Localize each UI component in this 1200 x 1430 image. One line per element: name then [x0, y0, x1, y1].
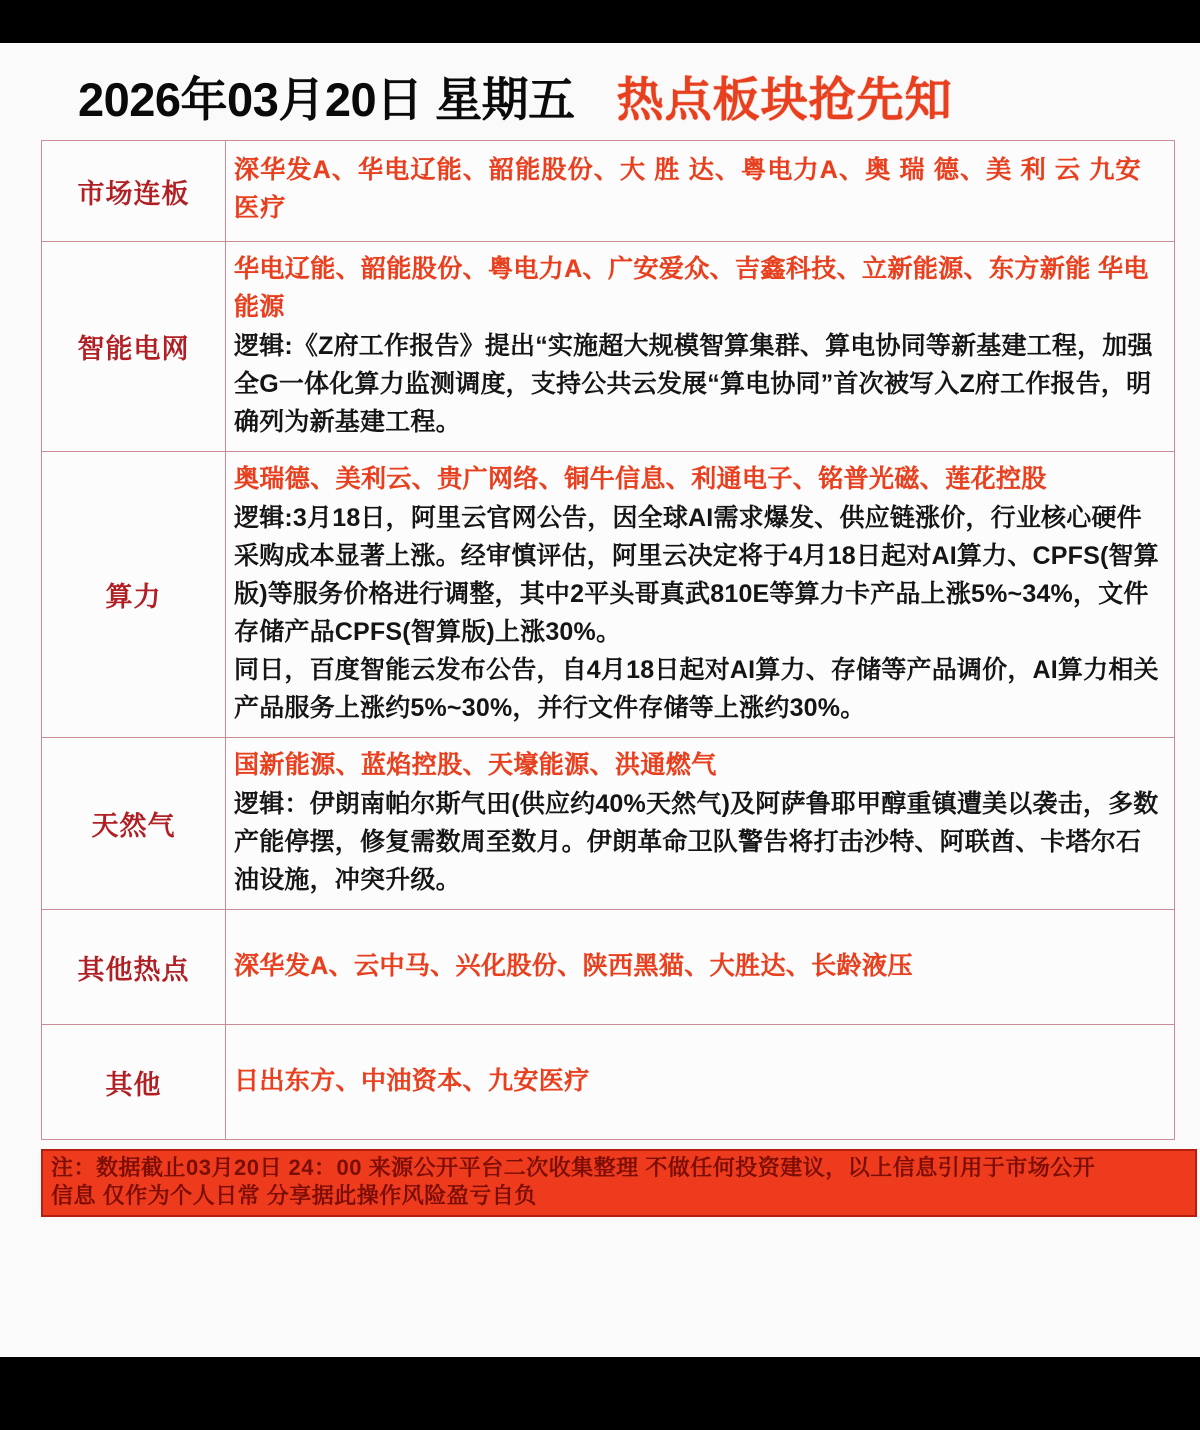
poster-canvas: [0, 43, 1200, 1357]
stock-list: 日出东方、中油资本、九安医疗: [234, 1067, 590, 1095]
row-label-natural-gas: 天然气: [42, 738, 226, 910]
row-label-market-streak: 市场连板: [42, 141, 226, 242]
row-label-computing-power: 算力: [42, 452, 226, 738]
stock-list: 深华发A、云中马、兴化股份、陕西黑猫、大胜达、长龄液压: [234, 952, 913, 980]
logic-text: [234, 785, 1164, 899]
row-content-computing-power: [226, 452, 1175, 738]
logic-paragraph: 同日，百度智能云发布公告，自4月18日起对AI算力、存储等产品调价，AI算力相关产品服务上涨约5%~30%，并行文件存储等上涨约30%。: [234, 656, 1159, 722]
table-row: [42, 738, 1175, 910]
stock-list: 国新能源、蓝焰控股、天壕能源、洪通燃气: [234, 751, 717, 779]
row-label-other: 其他: [42, 1025, 226, 1140]
stock-list: 华电辽能、韶能股份、粤电力A、广安爱众、吉鑫科技、立新能源、东方新能 华电能源: [234, 255, 1149, 321]
hot-sectors-table: [41, 140, 1175, 1140]
logic-paragraph: 逻辑：伊朗南帕尔斯气田(供应约40%天然气)及阿萨鲁耶甲醇重镇遭美以袭击，多数产能停摆，修复需数周至数月。伊朗革命卫队警告将打击沙特、阿联酋、卡塔尔石油设施，冲突升级。: [234, 790, 1159, 894]
table-row: [42, 242, 1175, 452]
row-content-market-streak: [226, 141, 1175, 242]
row-label-other-hotspots: 其他热点: [42, 910, 226, 1025]
table-row: [42, 910, 1175, 1025]
logic-paragraph: 逻辑:《Z府工作报告》提出“实施超大规模智算集群、算电协同等新基建工程，加强全G一体化算力监测调度，支持公共云发展“算电协同”首次被写入Z府工作报告，明确列为新基建工程。: [234, 332, 1153, 436]
row-content-other: [226, 1025, 1175, 1140]
row-content-smart-grid: [226, 242, 1175, 452]
logic-paragraph: 逻辑:3月18日，阿里云官网公告，因全球AI需求爆发、供应链涨价，行业核心硬件采购成本显著上涨。经审慎评估，阿里云决定将于4月18日起对AI算力、CPFS(智算版)等服务价格进行调整，其中2平头哥真武810E等算力卡产品上涨5%~34%，文件存储产品CPFS(智算版)上涨30%。: [234, 504, 1159, 646]
page-title: [20, 45, 1180, 140]
table-row: [42, 452, 1175, 738]
table-row: [42, 1025, 1175, 1140]
title-headline: 热点板块抢先知: [616, 73, 953, 126]
table-row: [42, 141, 1175, 242]
row-label-smart-grid: 智能电网: [42, 242, 226, 452]
disclaimer-line-2: 信息 仅作为个人日常 分享据此操作风险盈亏自负: [51, 1182, 537, 1208]
title-date: 2026年03月20日 星期五: [78, 73, 575, 126]
disclaimer-line-1: 注：数据截止03月20日 24：00 来源公开平台二次收集整理 不做任何投资建议，以上信息引用于市场公开: [51, 1155, 1096, 1180]
logic-text: [234, 327, 1164, 441]
logic-text: [234, 499, 1164, 727]
stock-list: 深华发A、华电辽能、韶能股份、大 胜 达、粤电力A、奥 瑞 德、美 利 云 九安医疗: [234, 156, 1142, 222]
stock-list: 奥瑞德、美利云、贵广网络、铜牛信息、利通电子、铭普光磁、莲花控股: [234, 465, 1047, 493]
row-content-other-hotspots: [226, 910, 1175, 1025]
footer-disclaimer: [41, 1149, 1197, 1217]
row-content-natural-gas: [226, 738, 1175, 910]
